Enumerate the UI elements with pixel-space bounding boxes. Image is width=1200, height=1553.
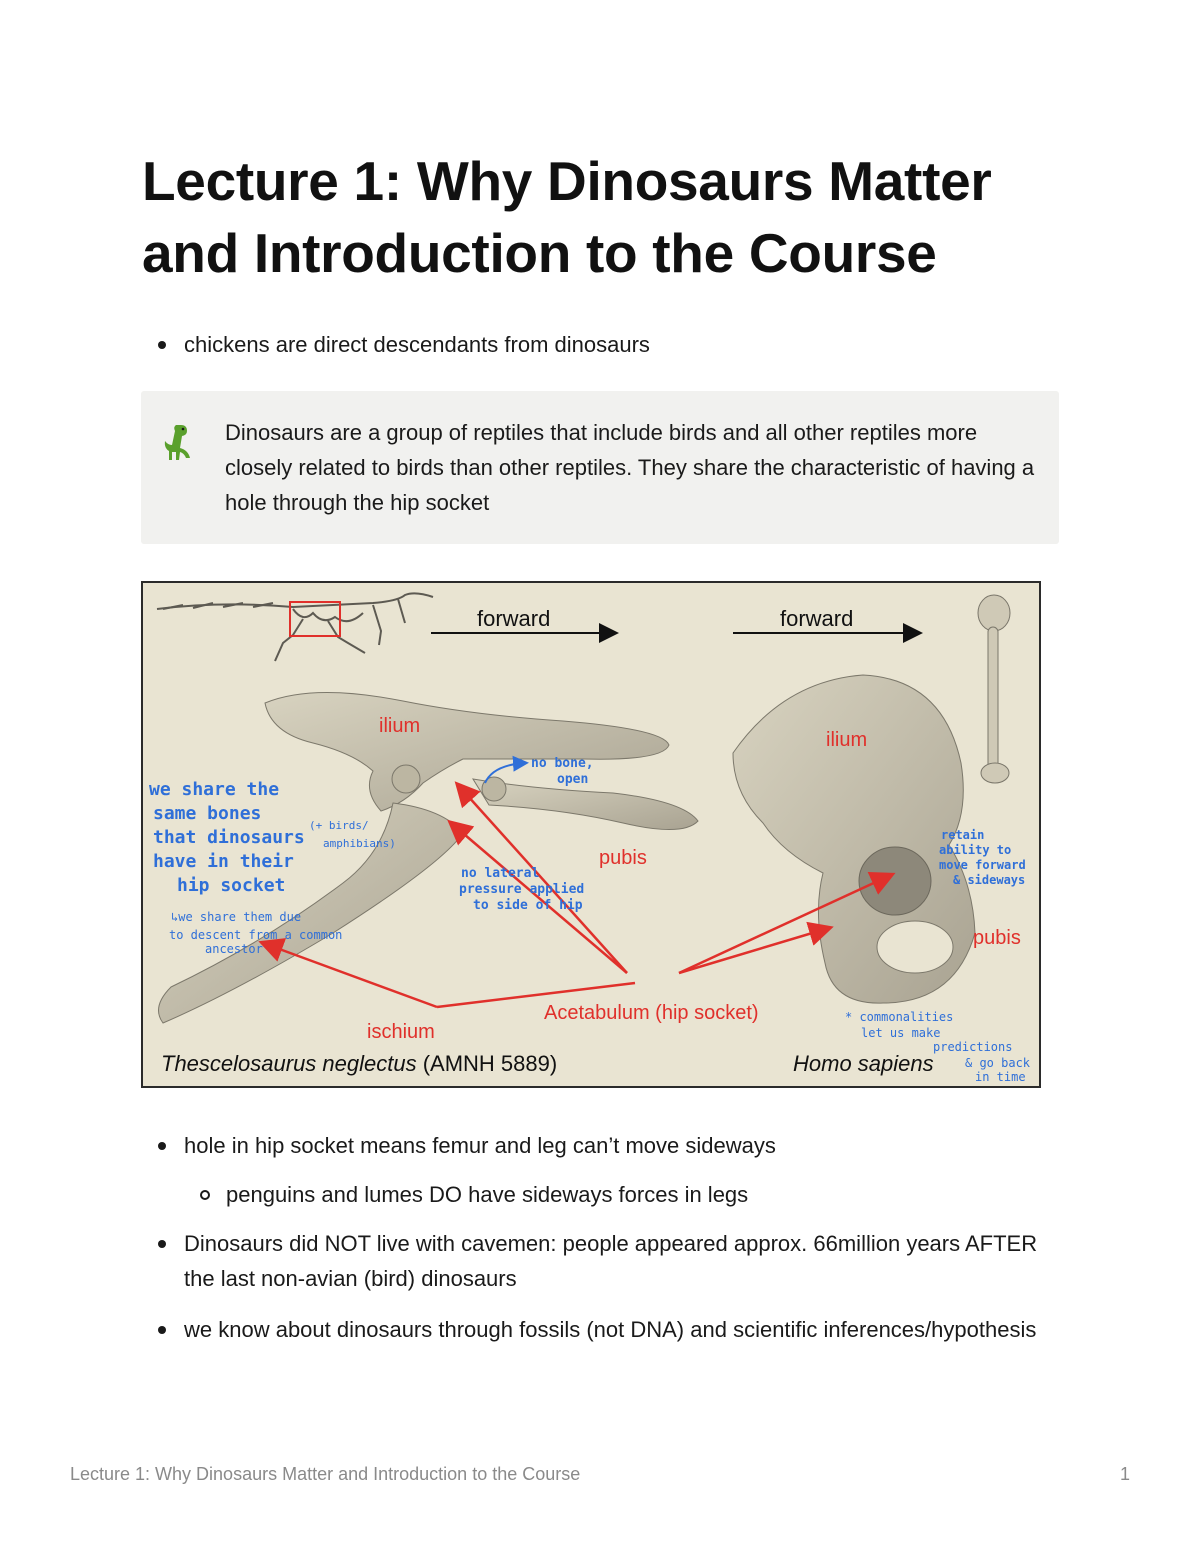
species-name-left: Thescelosaurus neglectus [161, 1051, 417, 1076]
pubis-label-left: pubis [599, 847, 647, 869]
page-title: Lecture 1: Why Dinosaurs Matter and Introduction to the Course [142, 150, 992, 284]
note-share-2: same bones [153, 803, 262, 824]
bullet-dot-icon [158, 1326, 166, 1334]
dinosaur-icon [161, 421, 195, 463]
list-item-text: penguins and lumes DO have sideways forces in legs [226, 1182, 749, 1207]
note-common-2: let us make [861, 1026, 941, 1040]
note-lateral-3: to side of hip [473, 898, 583, 913]
figure-canvas [143, 583, 1039, 1086]
list-item-text: chickens are direct descendants from dinosaurs [184, 332, 650, 357]
species-caption-right: Homo sapiens [793, 1051, 934, 1076]
note-descent-3: ancestor [205, 942, 263, 956]
note-common-4: & go back [965, 1056, 1031, 1070]
note-common-1: * commonalities [845, 1010, 954, 1024]
bullet-dot-icon [158, 341, 166, 349]
hip-comparison-figure [141, 581, 1041, 1088]
note-share-3: that dinosaurs [153, 827, 305, 848]
callout-text: Dinosaurs are a group of reptiles that include birds and all other reptiles more closely related to birds than other reptiles. They share the characteristic of having a hole through the hip socket [225, 420, 1035, 515]
note-lateral-2: pressure applied [459, 882, 585, 897]
callout-box [141, 391, 1059, 544]
specimen-id: (AMNH 5889) [416, 1051, 558, 1076]
ilium-label-left: ilium [379, 715, 421, 737]
bullet-dot-icon [158, 1240, 166, 1248]
note-common-3: predictions [933, 1040, 1013, 1054]
note-retain-2: ability to [939, 843, 1012, 857]
bullet-dot-icon [158, 1142, 166, 1150]
forward-label-right: forward [780, 606, 854, 631]
footer-title: Lecture 1: Why Dinosaurs Matter and Introduction to the Course [70, 1464, 581, 1484]
ilium-label-right: ilium [826, 729, 868, 751]
note-retain-4: & sideways [953, 873, 1026, 887]
list-item-text: hole in hip socket means femur and leg can’t move sideways [184, 1133, 776, 1158]
list-item-text: Dinosaurs did NOT live with cavemen: people appeared approx. 66million years AFTER the last non-avian (bird) dinosaurs [184, 1231, 1038, 1291]
species-caption-left [161, 1051, 557, 1076]
acetabulum-label: Acetabulum (hip socket) [544, 1002, 759, 1024]
note-share-1: we share the [149, 779, 280, 800]
note-retain-1: retain [941, 828, 985, 842]
note-descent-2: to descent from a common [169, 928, 343, 942]
note-no-bone-2: open [557, 772, 589, 787]
note-birds-2: amphibians) [323, 837, 396, 850]
list-item-text: we know about dinosaurs through fossils (not DNA) and scientific inferences/hypothesis [184, 1317, 1037, 1342]
note-descent-1: ↳we share them due [171, 910, 302, 924]
note-common-5: in time [975, 1070, 1026, 1084]
note-share-4: have in their [153, 851, 294, 872]
ischium-label: ischium [367, 1021, 435, 1043]
page-number: 1 [1120, 1464, 1131, 1484]
forward-label-left: forward [477, 606, 551, 631]
note-birds-1: (+ birds/ [309, 819, 369, 832]
pubis-label-right: pubis [973, 927, 1021, 949]
bullet-circle-icon [200, 1190, 210, 1200]
note-retain-3: move forward [939, 858, 1026, 872]
note-no-bone-1: no bone, [531, 756, 594, 771]
note-share-5: hip socket [177, 875, 286, 896]
note-lateral-1: no lateral [461, 866, 540, 881]
